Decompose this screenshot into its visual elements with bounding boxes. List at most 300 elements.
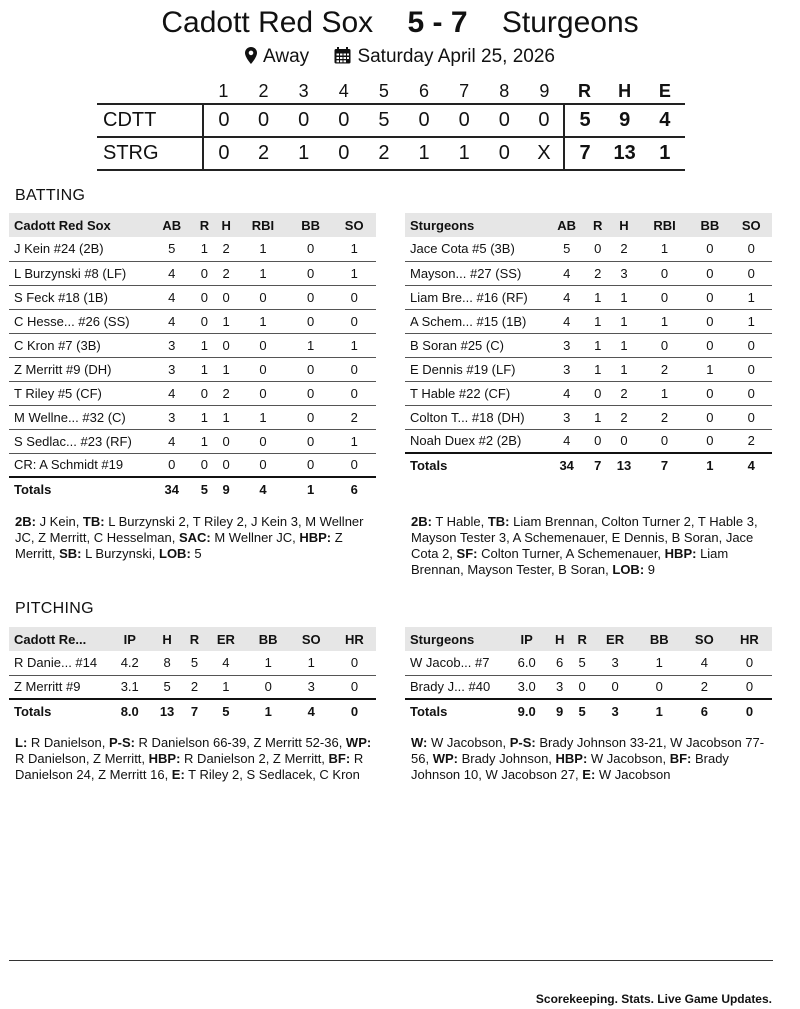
stat-column-header: R [199, 217, 210, 233]
note-text: Z Merritt, [15, 530, 347, 561]
inning-header: 1 [218, 81, 229, 101]
batting-header-row [9, 213, 376, 237]
batter-row [405, 381, 772, 405]
inning-score: 0 [338, 142, 350, 164]
player-name: Mayson... #27 (SS) [410, 265, 522, 281]
stat-column-header: SO [344, 217, 364, 233]
stat-value: 0 [706, 409, 714, 425]
stat-column-header: BB [700, 217, 720, 233]
stat-value: 0 [747, 337, 755, 353]
stat-value: 1 [594, 313, 602, 329]
footer-tagline: Scorekeeping. Stats. Live Game Updates. [535, 992, 772, 1006]
inning-header: 3 [298, 81, 309, 101]
total-value: 4 [259, 482, 267, 497]
pitcher-row [405, 651, 772, 675]
total-value: 5 [222, 704, 230, 719]
stat-column-header: H [221, 217, 231, 233]
home-team-name: Sturgeons [501, 6, 639, 39]
player-name: Liam Bre... #16 (RF) [410, 289, 528, 305]
stat-value: 0 [259, 289, 267, 305]
note-text: T Hable, [431, 514, 488, 529]
stat-value: 0 [706, 337, 714, 353]
stat-value: 1 [259, 313, 267, 329]
stat-value: 0 [611, 679, 619, 695]
total-hits: 9 [619, 109, 631, 131]
note-text: Brady Johnson 10, W Jacobson 27, [411, 751, 733, 782]
stat-value: 0 [259, 433, 267, 449]
stat-value: 0 [168, 457, 176, 473]
total-value: 1 [264, 704, 272, 719]
note-text: 9 [644, 562, 655, 577]
hits-header: H [618, 81, 632, 101]
total-runs: 7 [564, 137, 604, 170]
note-text: M Wellner JC, [210, 530, 300, 545]
stat-value: 2 [620, 409, 628, 425]
stat-value: 4 [168, 385, 176, 401]
stat-value: 1 [200, 337, 208, 353]
stat-value: 0 [660, 289, 669, 305]
stat-value: 1 [620, 361, 628, 377]
stat-value: 3.1 [120, 679, 139, 695]
game-title [0, 6, 800, 40]
inning-score: 2 [257, 142, 270, 164]
line-score-row-home [97, 137, 685, 170]
stat-value: 2 [222, 385, 230, 401]
stat-value: 3 [611, 655, 619, 671]
stat-value: 2 [620, 385, 628, 401]
pitching-notes-away [15, 735, 377, 783]
note-label: LOB: [612, 562, 645, 577]
note-text: Liam Brennan, Mayson Tester, B Soran, [411, 546, 732, 577]
total-value: 3 [611, 704, 619, 719]
stat-value: 8 [163, 655, 171, 671]
stat-value: 3 [307, 679, 315, 695]
stat-column-header: AB [557, 217, 577, 233]
inning-score: 0 [298, 109, 310, 131]
note-text: Brady Johnson 33-21, W Jacobson 77-56, [411, 735, 765, 766]
pitching-header-row [405, 627, 772, 651]
note-label: P-S: [509, 735, 536, 750]
stat-value: 0 [655, 679, 663, 695]
note-label: SB: [59, 546, 82, 561]
stat-column-header: R [189, 631, 200, 647]
note-label: HBP: [299, 530, 332, 545]
note-label: SF: [456, 546, 478, 561]
stat-column-header: BB [649, 631, 669, 647]
stat-value: 0 [706, 433, 714, 449]
stat-value: 1 [594, 409, 602, 425]
stat-value: 1 [350, 265, 358, 281]
pitching-notes-home [411, 735, 773, 783]
total-value: 34 [164, 482, 179, 497]
batter-row [9, 261, 376, 285]
stat-column-header: SO [741, 217, 761, 233]
player-name: C Kron #7 (3B) [14, 337, 101, 353]
stat-value: 0 [307, 289, 315, 305]
stat-value: 4 [222, 655, 230, 671]
team-column-header: Cadott Re... [14, 631, 87, 647]
stat-value: 1 [259, 265, 267, 281]
total-value: 0 [350, 704, 359, 719]
note-text: W Jacobson [595, 767, 671, 782]
note-text: L Burzynski, [81, 546, 159, 561]
batter-row [405, 357, 772, 381]
stat-value: 0 [594, 385, 602, 401]
stat-value: 4 [563, 265, 571, 281]
note-label: HBP: [555, 751, 588, 766]
pitching-table-away [9, 627, 376, 723]
note-text: Liam Brennan, Colton Turner 2, T Hable 3, Mayson Tester 3, A Schemenauer, E Dennis, B Soran, Jace Cota 2, [411, 514, 762, 561]
footer-divider [9, 960, 773, 961]
stat-value: 0 [259, 337, 267, 353]
stat-value: 0 [350, 457, 358, 473]
stat-value: 0 [307, 409, 315, 425]
team-column-header: Sturgeons [410, 631, 475, 647]
stat-value: 1 [350, 337, 358, 353]
game-location: Away [263, 46, 310, 67]
player-name: M Wellne... #32 (C) [14, 409, 126, 425]
totals-label: Totals [410, 704, 448, 719]
stat-value: 0 [200, 265, 208, 281]
note-label: HBP: [664, 546, 697, 561]
note-text: R Danielson, Z Merritt, [15, 735, 375, 766]
batter-row [405, 285, 772, 309]
note-label: W: [411, 735, 428, 750]
inning-score: 0 [203, 104, 243, 137]
stat-value: 4 [168, 433, 176, 449]
stat-value: 0 [350, 655, 359, 671]
note-text: R Danielson, [27, 735, 109, 750]
total-value: 9.0 [517, 704, 536, 719]
batting-section-label: BATTING [15, 187, 86, 204]
stat-value: 0 [350, 385, 358, 401]
stat-value: 2 [747, 433, 755, 449]
pitching-section-label: PITCHING [15, 600, 94, 617]
stat-value: 0 [706, 313, 714, 329]
stat-value: 1 [222, 361, 230, 377]
stat-value: 3.0 [517, 679, 536, 695]
pitcher-row [9, 675, 376, 699]
player-name: Brady J... #40 [410, 679, 491, 695]
calendar-icon [334, 47, 351, 70]
stat-value: 1 [620, 313, 628, 329]
line-score-row-away [97, 104, 685, 137]
inning-score: 5 [378, 109, 390, 131]
stat-value: 1 [660, 313, 669, 329]
stat-value: 0 [706, 241, 714, 257]
stat-column-header: ER [216, 631, 235, 647]
pitcher-row [405, 675, 772, 699]
stat-value: 1 [747, 313, 755, 329]
stat-value: 2 [222, 265, 230, 281]
total-value: 7 [190, 704, 199, 719]
stat-value: 0 [222, 457, 230, 473]
inning-score: 0 [338, 109, 350, 131]
pitching-header-row [9, 627, 376, 651]
inning-score: 1 [298, 142, 310, 164]
total-value: 4 [747, 458, 755, 473]
note-text: W Jacobson, [427, 735, 510, 750]
stat-value: 0 [620, 433, 628, 449]
stat-value: 0 [264, 679, 272, 695]
game-date: Saturday April 25, 2026 [357, 46, 555, 67]
runs-header: R [578, 81, 592, 101]
stat-value: 0 [222, 289, 230, 305]
batter-row [405, 333, 772, 357]
stat-column-header: R [577, 631, 587, 647]
stat-value: 1 [350, 241, 358, 257]
stat-value: 5 [563, 241, 571, 257]
stat-value: 3 [168, 337, 176, 353]
stat-value: 0 [660, 337, 669, 353]
inning-score: 0 [498, 109, 510, 131]
note-label: WP: [345, 735, 372, 750]
stat-value: 5 [168, 241, 176, 257]
batting-header-row [405, 213, 772, 237]
note-text: R Danielson 24, Z Merritt 16, [15, 751, 367, 782]
stat-value: 1 [620, 337, 628, 353]
total-value: 6 [700, 704, 708, 719]
totals-row [9, 699, 376, 723]
stat-value: 0 [259, 361, 267, 377]
batter-row [405, 429, 772, 453]
player-name: W Jacob... #7 [410, 655, 490, 671]
stat-value: 4 [700, 655, 708, 671]
team-column-header: Sturgeons [410, 217, 475, 233]
stat-value: 0 [578, 679, 586, 695]
stat-column-header: AB [162, 217, 182, 233]
stat-column-header: H [162, 631, 172, 647]
stat-value: 1 [747, 289, 755, 305]
note-text: R Danielson 66-39, Z Merritt 52-36, [134, 735, 346, 750]
player-name: E Dennis #19 (LF) [410, 361, 516, 377]
stat-value: 0 [747, 409, 755, 425]
stat-value: 0 [747, 385, 755, 401]
team-abbrev: CDTT [103, 109, 157, 131]
note-label: WP: [432, 751, 458, 766]
inning-score: 1 [418, 142, 430, 164]
line-score-header [97, 80, 685, 104]
stat-value: 0 [660, 265, 669, 281]
stat-value: 1 [620, 289, 628, 305]
total-hits: 13 [613, 142, 636, 164]
stat-value: 3 [563, 409, 571, 425]
note-text: J Kein, [35, 514, 83, 529]
stat-value: 1 [222, 313, 230, 329]
stat-value: 2 [660, 409, 669, 425]
stat-value: 1 [706, 361, 714, 377]
stat-value: 0 [307, 265, 315, 281]
stat-value: 5 [163, 679, 171, 695]
stat-value: 0 [747, 241, 755, 257]
player-name: Colton T... #18 (DH) [410, 409, 525, 425]
stat-value: 0 [200, 385, 208, 401]
batter-row [9, 285, 376, 309]
player-name: B Soran #25 (C) [410, 337, 504, 353]
stat-value: 1 [200, 241, 208, 257]
inning-score: X [537, 142, 551, 164]
final-score: 5 - 7 [407, 6, 468, 39]
note-text: Colton Turner, A Schemenauer, [477, 546, 665, 561]
stat-column-header: H [554, 631, 565, 647]
stat-value: 1 [594, 361, 602, 377]
stat-value: 4.2 [120, 655, 139, 671]
inning-score: 0 [458, 109, 470, 131]
stat-value: 3 [563, 337, 571, 353]
stat-value: 4 [168, 313, 176, 329]
stat-column-header: IP [520, 631, 533, 647]
player-name: T Hable #22 (CF) [410, 385, 511, 401]
total-value: 7 [660, 458, 669, 473]
stat-value: 0 [350, 289, 358, 305]
totals-label: Totals [14, 704, 52, 719]
stat-value: 0 [222, 337, 230, 353]
team-abbrev: STRG [103, 142, 159, 164]
stat-value: 0 [350, 361, 358, 377]
stat-value: 0 [594, 433, 602, 449]
total-value: 5 [200, 482, 208, 497]
stat-value: 4 [563, 313, 571, 329]
total-value: 1 [655, 704, 663, 719]
stat-value: 0 [745, 679, 754, 695]
batting-notes-away [15, 514, 377, 562]
inning-score: 0 [498, 142, 510, 164]
note-label: SAC: [178, 530, 211, 545]
total-value: 4 [307, 704, 315, 719]
stat-value: 3 [556, 679, 564, 695]
batter-row [9, 357, 376, 381]
inning-header: 4 [338, 81, 349, 101]
inning-score: 0 [203, 137, 243, 170]
player-name: T Riley #5 (CF) [14, 385, 102, 401]
stat-value: 0 [747, 361, 755, 377]
batter-row [9, 381, 376, 405]
stat-value: 1 [655, 655, 663, 671]
stat-value: 2 [350, 409, 358, 425]
stat-value: 1 [222, 679, 230, 695]
pitcher-row [9, 651, 376, 675]
stat-value: 0 [706, 385, 714, 401]
stat-value: 0 [706, 265, 714, 281]
stat-value: 2 [620, 241, 628, 257]
stat-value: 1 [660, 241, 669, 257]
stat-value: 1 [307, 655, 315, 671]
inning-header: 2 [258, 81, 269, 101]
stat-value: 3 [563, 361, 571, 377]
total-errors: 4 [659, 109, 671, 131]
totals-row [9, 477, 376, 501]
stat-value: 0 [200, 313, 208, 329]
stat-value: 4 [168, 265, 176, 281]
inning-header: 8 [499, 81, 510, 101]
stat-value: 0 [307, 385, 315, 401]
note-label: 2B: [411, 514, 432, 529]
stat-value: 1 [307, 337, 315, 353]
stat-value: 2 [222, 241, 230, 257]
note-label: TB: [82, 514, 105, 529]
total-runs: 5 [564, 104, 604, 137]
stat-value: 2 [594, 265, 602, 281]
stat-value: 1 [594, 337, 602, 353]
total-value: 7 [594, 458, 602, 473]
batter-row [405, 309, 772, 333]
inning-header: 9 [539, 81, 550, 101]
note-label: BF: [669, 751, 692, 766]
player-name: R Danie... #14 [14, 655, 98, 671]
batting-table-away [9, 213, 376, 501]
total-value: 13 [159, 704, 175, 719]
note-label: L: [15, 735, 28, 750]
stat-value: 3 [620, 265, 628, 281]
stat-column-header: ER [606, 631, 625, 647]
stat-value: 0 [660, 433, 669, 449]
player-name: Noah Duex #2 (2B) [410, 433, 522, 449]
note-label: TB: [487, 514, 510, 529]
stat-value: 0 [307, 457, 315, 473]
line-score [97, 80, 685, 171]
player-name: Jace Cota #5 (3B) [410, 241, 515, 257]
note-label: P-S: [108, 735, 135, 750]
inning-score: 0 [418, 109, 430, 131]
batter-row [9, 405, 376, 429]
inning-header: 5 [378, 81, 389, 101]
note-label: LOB: [159, 546, 191, 561]
stat-column-header: H [619, 217, 629, 233]
inning-header: 6 [419, 81, 430, 101]
game-meta [0, 46, 800, 70]
note-text: Brady Johnson, [457, 751, 556, 766]
stat-value: 3 [168, 409, 176, 425]
stat-value: 1 [200, 361, 208, 377]
total-errors: 1 [659, 142, 671, 164]
batter-row [405, 405, 772, 429]
total-value: 5 [578, 704, 586, 719]
total-value: 9 [556, 704, 564, 719]
stat-value: 0 [222, 433, 230, 449]
away-team-name: Cadott Red Sox [161, 6, 374, 39]
stat-value: 1 [350, 433, 358, 449]
stat-column-header: RBI [653, 217, 676, 233]
player-name: L Burzynski #8 (LF) [14, 265, 127, 281]
stat-value: 6 [556, 655, 564, 671]
stat-column-header: HR [345, 631, 364, 647]
stat-value: 4 [168, 289, 176, 305]
player-name: Z Merritt #9 (DH) [14, 361, 112, 377]
totals-label: Totals [14, 482, 52, 497]
stat-value: 5 [578, 655, 586, 671]
stat-value: 0 [706, 289, 714, 305]
total-value: 13 [616, 458, 632, 473]
stat-value: 0 [594, 241, 602, 257]
stat-column-header: R [593, 217, 603, 233]
total-value: 9 [222, 482, 230, 497]
stat-value: 1 [660, 385, 669, 401]
player-name: J Kein #24 (2B) [14, 241, 104, 257]
total-value: 1 [307, 482, 315, 497]
stat-value: 4 [563, 385, 571, 401]
stat-value: 0 [747, 265, 755, 281]
stat-value: 0 [200, 457, 208, 473]
player-name: A Schem... #15 (1B) [410, 313, 527, 329]
batting-notes-home [411, 514, 773, 578]
stat-value: 1 [264, 655, 272, 671]
stat-value: 0 [307, 433, 315, 449]
stat-value: 2 [660, 361, 669, 377]
stat-column-header: SO [694, 631, 714, 647]
stat-value: 2 [700, 679, 708, 695]
total-value: 34 [559, 458, 574, 473]
totals-row [405, 453, 772, 477]
